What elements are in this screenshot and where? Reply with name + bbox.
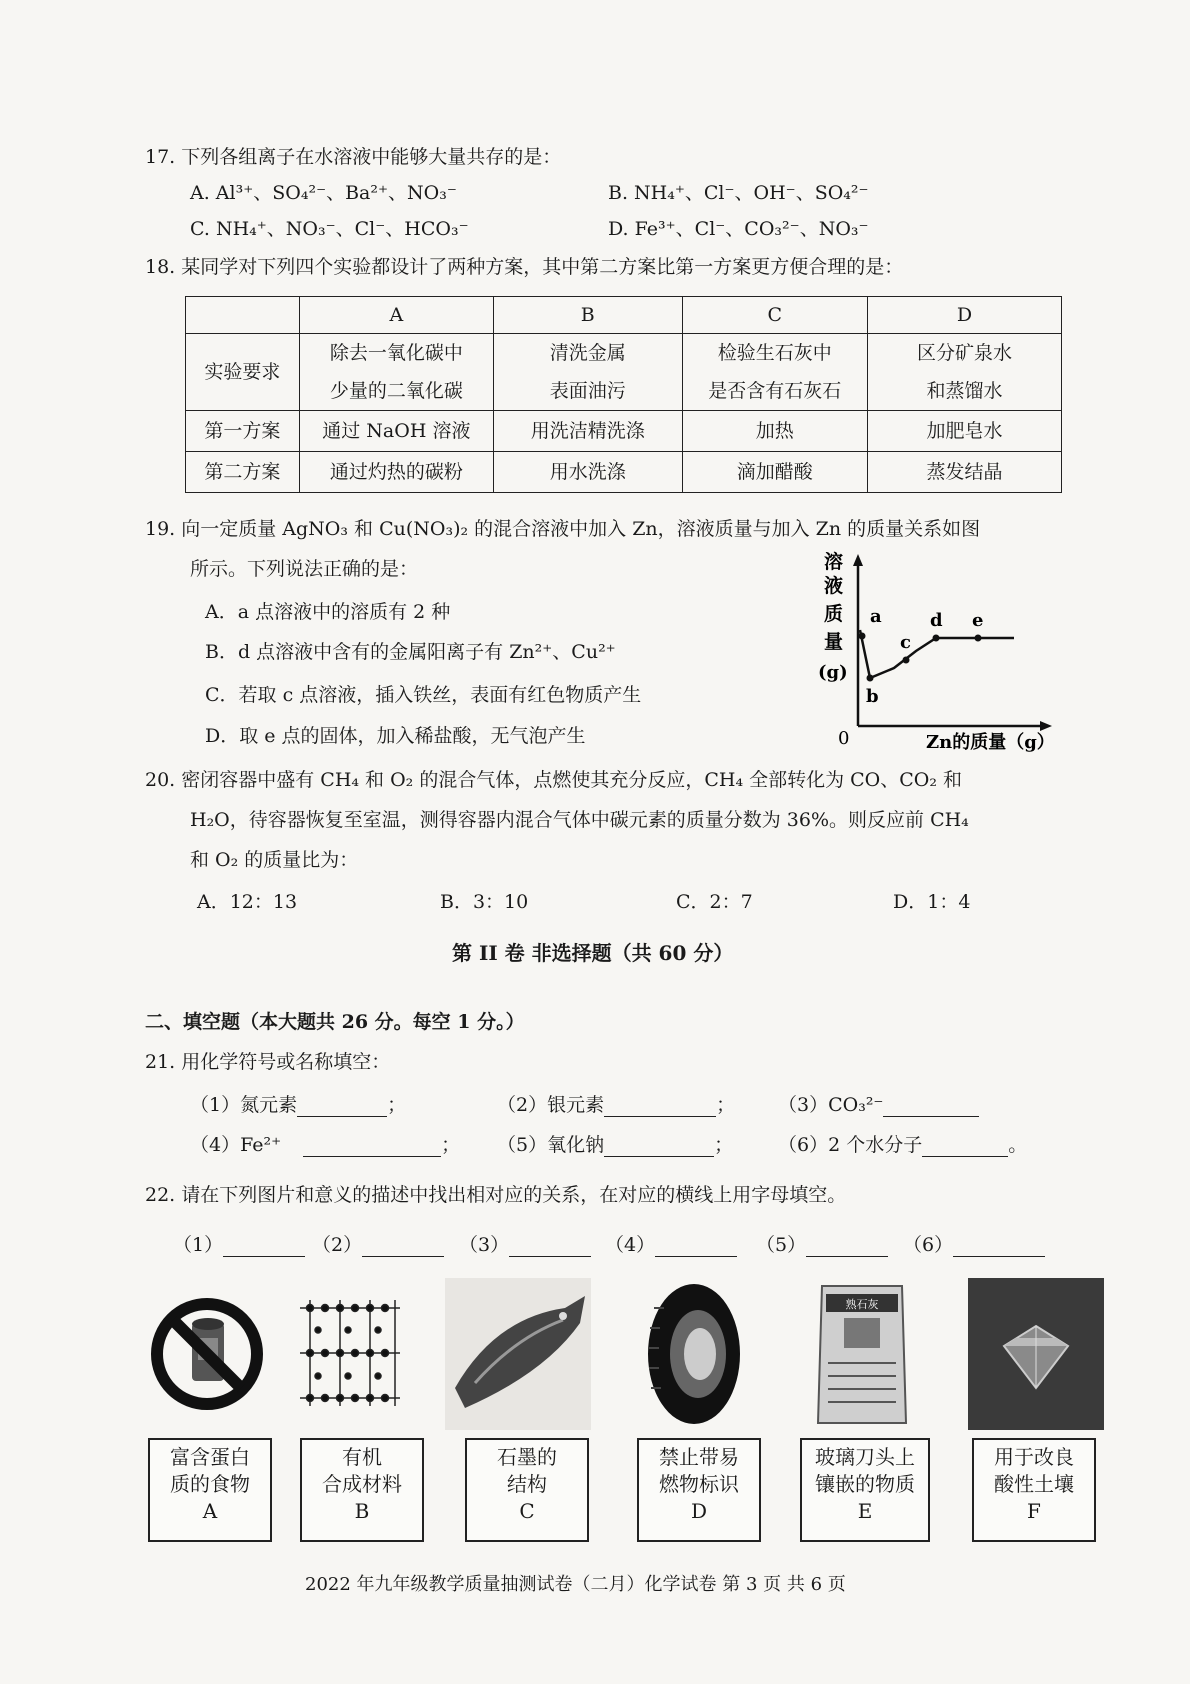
card-c-line1: 石墨的	[497, 1445, 557, 1469]
q21-item-2: （2）银元素 ；	[497, 1094, 736, 1116]
q17-option-b: B. NH₄⁺、Cl⁻、OH⁻、SO₄²⁻	[608, 182, 869, 204]
table-cell: 通过 NaOH 溶液	[299, 411, 493, 452]
q17-stem: 17. 下列各组离子在水溶液中能够大量共存的是：	[145, 146, 562, 168]
origin-label: 0	[838, 728, 850, 749]
table-cell: 用水洗涤	[493, 452, 682, 493]
q22-answer-blank-2[interactable]	[362, 1236, 444, 1257]
lime-bag-text: 熟石灰	[845, 1298, 879, 1311]
row-label: 实验要求	[186, 334, 300, 411]
card-a-line2: 质的食物	[170, 1472, 250, 1496]
no-flammables-sign-image	[148, 1278, 266, 1430]
fill-section-title: 二、填空题（本大题共 26 分。每空 1 分。）	[145, 1011, 525, 1033]
q22-blank-1	[173, 1230, 305, 1257]
table-cell: 区分矿泉水 和蒸馏水	[867, 334, 1061, 411]
q20-line3: 和 O₂ 的质量比为：	[190, 849, 359, 871]
q22-answer-blank-6[interactable]	[953, 1236, 1045, 1257]
card-e-line1: 玻璃刀头上	[815, 1445, 915, 1469]
card-b-letter: B	[354, 1499, 370, 1523]
page-footer: 2022 年九年级教学质量抽测试卷（二月）化学试卷 第 3 页 共 6 页	[305, 1574, 846, 1595]
point-a	[859, 633, 866, 640]
table-cell: 用洗洁精洗涤	[493, 411, 682, 452]
q22-blank-5	[756, 1230, 888, 1257]
table-row	[186, 452, 1062, 493]
card-c-line2: 结构	[507, 1472, 547, 1496]
card-d	[637, 1438, 761, 1542]
q22-blank-4	[605, 1230, 737, 1257]
q19-stem-line2: 所示。下列说法正确的是：	[190, 558, 419, 580]
label-b: b	[866, 686, 879, 707]
card-b-line2: 合成材料	[322, 1472, 402, 1496]
q19-option-c: C．若取 c 点溶液，插入铁丝，表面有红色物质产生	[205, 684, 642, 706]
q21-stem: 21. 用化学符号或名称填空：	[145, 1051, 391, 1073]
q22-answer-blank-4[interactable]	[655, 1236, 737, 1257]
card-e	[800, 1438, 930, 1542]
q18-stem: 18. 某同学对下列四个实验都设计了两种方案，其中第二方案比第一方案更方便合理的是：	[145, 256, 904, 278]
q17-option-d: D. Fe³⁺、Cl⁻、CO₃²⁻、NO₃⁻	[608, 218, 869, 240]
card-c	[465, 1438, 589, 1542]
q19-option-b: B．d 点溶液中含有的金属阳离子有 Zn²⁺、Cu²⁺	[205, 641, 616, 663]
label-c: c	[900, 632, 911, 653]
q21-answer-blank-4[interactable]	[303, 1136, 441, 1157]
q21-answer-blank-6[interactable]	[922, 1136, 1008, 1157]
q22-blank-6-label: （6）	[903, 1234, 954, 1256]
q18-experiment-table	[185, 296, 1062, 493]
card-d-line2: 燃物标识	[659, 1472, 739, 1496]
q20-line2: H₂O，待容器恢复至室温，测得容器内混合气体中碳元素的质量分数为 36%。则反应前 CH₄	[190, 809, 969, 831]
q19-stem-line1: 19. 向一定质量 AgNO₃ 和 Cu(NO₃)₂ 的混合溶液中加入 Zn，溶液质量与加入 Zn 的质量关系如图	[145, 518, 981, 540]
q22-blank-5-label: （5）	[756, 1234, 807, 1256]
q21-item-3	[778, 1090, 979, 1117]
q19-option-a: A．a 点溶液中的溶质有 2 种	[205, 601, 451, 623]
q21-item-3-label: （3）CO₃²⁻	[778, 1094, 884, 1116]
point-c	[903, 657, 910, 664]
q21-answer-blank-1[interactable]	[297, 1096, 387, 1117]
q22-blank-4-label: （4）	[605, 1234, 656, 1256]
y-axis-label-char: 质	[824, 603, 844, 625]
x-axis-label: Zn的质量（g）	[926, 732, 1055, 753]
q22-answer-blank-5[interactable]	[806, 1236, 888, 1257]
q21-item-5-label: （5）氧化钠	[497, 1134, 605, 1156]
q22-blank-3	[459, 1230, 591, 1257]
card-e-line2: 镶嵌的物质	[815, 1472, 915, 1496]
q17-option-c: C. NH₄⁺、NO₃⁻、Cl⁻、HCO₃⁻	[190, 218, 469, 240]
table-header-b: B	[493, 297, 682, 334]
card-c-letter: C	[519, 1499, 535, 1523]
row-label: 第一方案	[186, 411, 300, 452]
q21-item-6-label: （6）2 个水分子	[778, 1134, 923, 1156]
card-b	[300, 1438, 424, 1542]
card-a-letter: A	[202, 1499, 218, 1523]
point-e	[975, 635, 982, 642]
label-a: a	[870, 606, 882, 627]
q22-blank-2-label: （2）	[312, 1234, 363, 1256]
q22-answer-blank-3[interactable]	[509, 1236, 591, 1257]
x-axis-arrow	[1040, 721, 1052, 731]
q20-option-b: B．3：10	[440, 891, 529, 913]
row-label: 第二方案	[186, 452, 300, 493]
y-axis-label-char: 量	[824, 631, 844, 653]
card-a	[148, 1438, 272, 1542]
card-d-line1: 禁止带易	[659, 1445, 739, 1469]
table-cell: 检验生石灰中 是否含有石灰石	[682, 334, 867, 411]
q20-option-d: D．1：4	[893, 891, 971, 913]
table-header-c: C	[682, 297, 867, 334]
card-f	[972, 1438, 1096, 1542]
q21-answer-blank-3[interactable]	[883, 1096, 979, 1117]
table-row	[186, 411, 1062, 452]
q21-item-1: （1）氮元素 ；	[190, 1094, 407, 1116]
q21-item-2-label: （2）银元素	[497, 1094, 605, 1116]
section2-title: 第 II 卷 非选择题（共 60 分）	[452, 941, 734, 965]
q22-stem: 22. 请在下列图片和意义的描述中找出相对应的关系，在对应的横线上用字母填空。	[145, 1184, 847, 1206]
card-f-letter: F	[1027, 1499, 1041, 1523]
fish-food-image	[445, 1278, 591, 1430]
q20-option-a: A．12：13	[197, 891, 298, 913]
table-row	[186, 334, 1062, 411]
y-axis-label-char: (g)	[818, 662, 848, 683]
q22-blank-3-label: （3）	[459, 1234, 510, 1256]
table-cell: 通过灼热的碳粉	[299, 452, 493, 493]
q21-item-1-label: （1）氮元素	[190, 1094, 298, 1116]
card-a-line1: 富含蛋白	[170, 1445, 250, 1469]
table-cell: 加肥皂水	[867, 411, 1061, 452]
lime-bag-image	[812, 1278, 912, 1430]
table-cell: 蒸发结晶	[867, 452, 1061, 493]
q21-item-5: （5）氧化钠 ；	[497, 1134, 734, 1156]
table-header-a: A	[299, 297, 493, 334]
card-d-letter: D	[690, 1499, 708, 1523]
y-axis-label-char: 液	[824, 575, 844, 597]
label-e: e	[972, 610, 984, 631]
q20-option-c: C．2：7	[676, 891, 753, 913]
diamond-image	[968, 1278, 1104, 1430]
q22-blank-2	[312, 1230, 444, 1257]
q17-option-a: A. Al³⁺、SO₄²⁻、Ba²⁺、NO₃⁻	[190, 182, 457, 204]
q21-item-4: （4）Fe²⁺ ；	[190, 1134, 461, 1156]
table-cell: 除去一氧化碳中 少量的二氧化碳	[299, 334, 493, 411]
q19-mass-graph	[808, 548, 1078, 758]
q21-answer-blank-2[interactable]	[604, 1096, 716, 1117]
y-axis-arrow	[853, 554, 863, 566]
q22-blank-6	[903, 1230, 1045, 1257]
y-axis-label-char: 溶	[824, 551, 844, 573]
q22-answer-blank-1[interactable]	[223, 1236, 305, 1257]
point-d	[933, 635, 940, 642]
card-f-line1: 用于改良	[994, 1445, 1074, 1469]
tire-image	[640, 1278, 748, 1430]
q21-item-6: （6）2 个水分子 。	[778, 1134, 1028, 1156]
table-cell: 滴加醋酸	[682, 452, 867, 493]
card-f-line2: 酸性土壤	[994, 1472, 1074, 1496]
point-b	[867, 675, 874, 682]
q22-blank-1-label: （1）	[173, 1234, 224, 1256]
card-b-line1: 有机	[342, 1445, 382, 1469]
card-e-letter: E	[857, 1499, 873, 1523]
table-cell: 清洗金属 表面油污	[493, 334, 682, 411]
graphite-structure-image	[290, 1278, 410, 1430]
q21-answer-blank-5[interactable]	[604, 1136, 714, 1157]
q19-option-d: D．取 e 点的固体，加入稀盐酸，无气泡产生	[205, 725, 586, 747]
q20-line1: 20. 密闭容器中盛有 CH₄ 和 O₂ 的混合气体，点燃使其充分反应，CH₄ 全部转化为 CO、CO₂ 和	[145, 769, 963, 791]
table-header-d: D	[867, 297, 1061, 334]
table-header-empty	[186, 297, 300, 334]
q21-item-4-label: （4）Fe²⁺	[190, 1134, 282, 1156]
label-d: d	[930, 610, 943, 631]
table-cell: 加热	[682, 411, 867, 452]
